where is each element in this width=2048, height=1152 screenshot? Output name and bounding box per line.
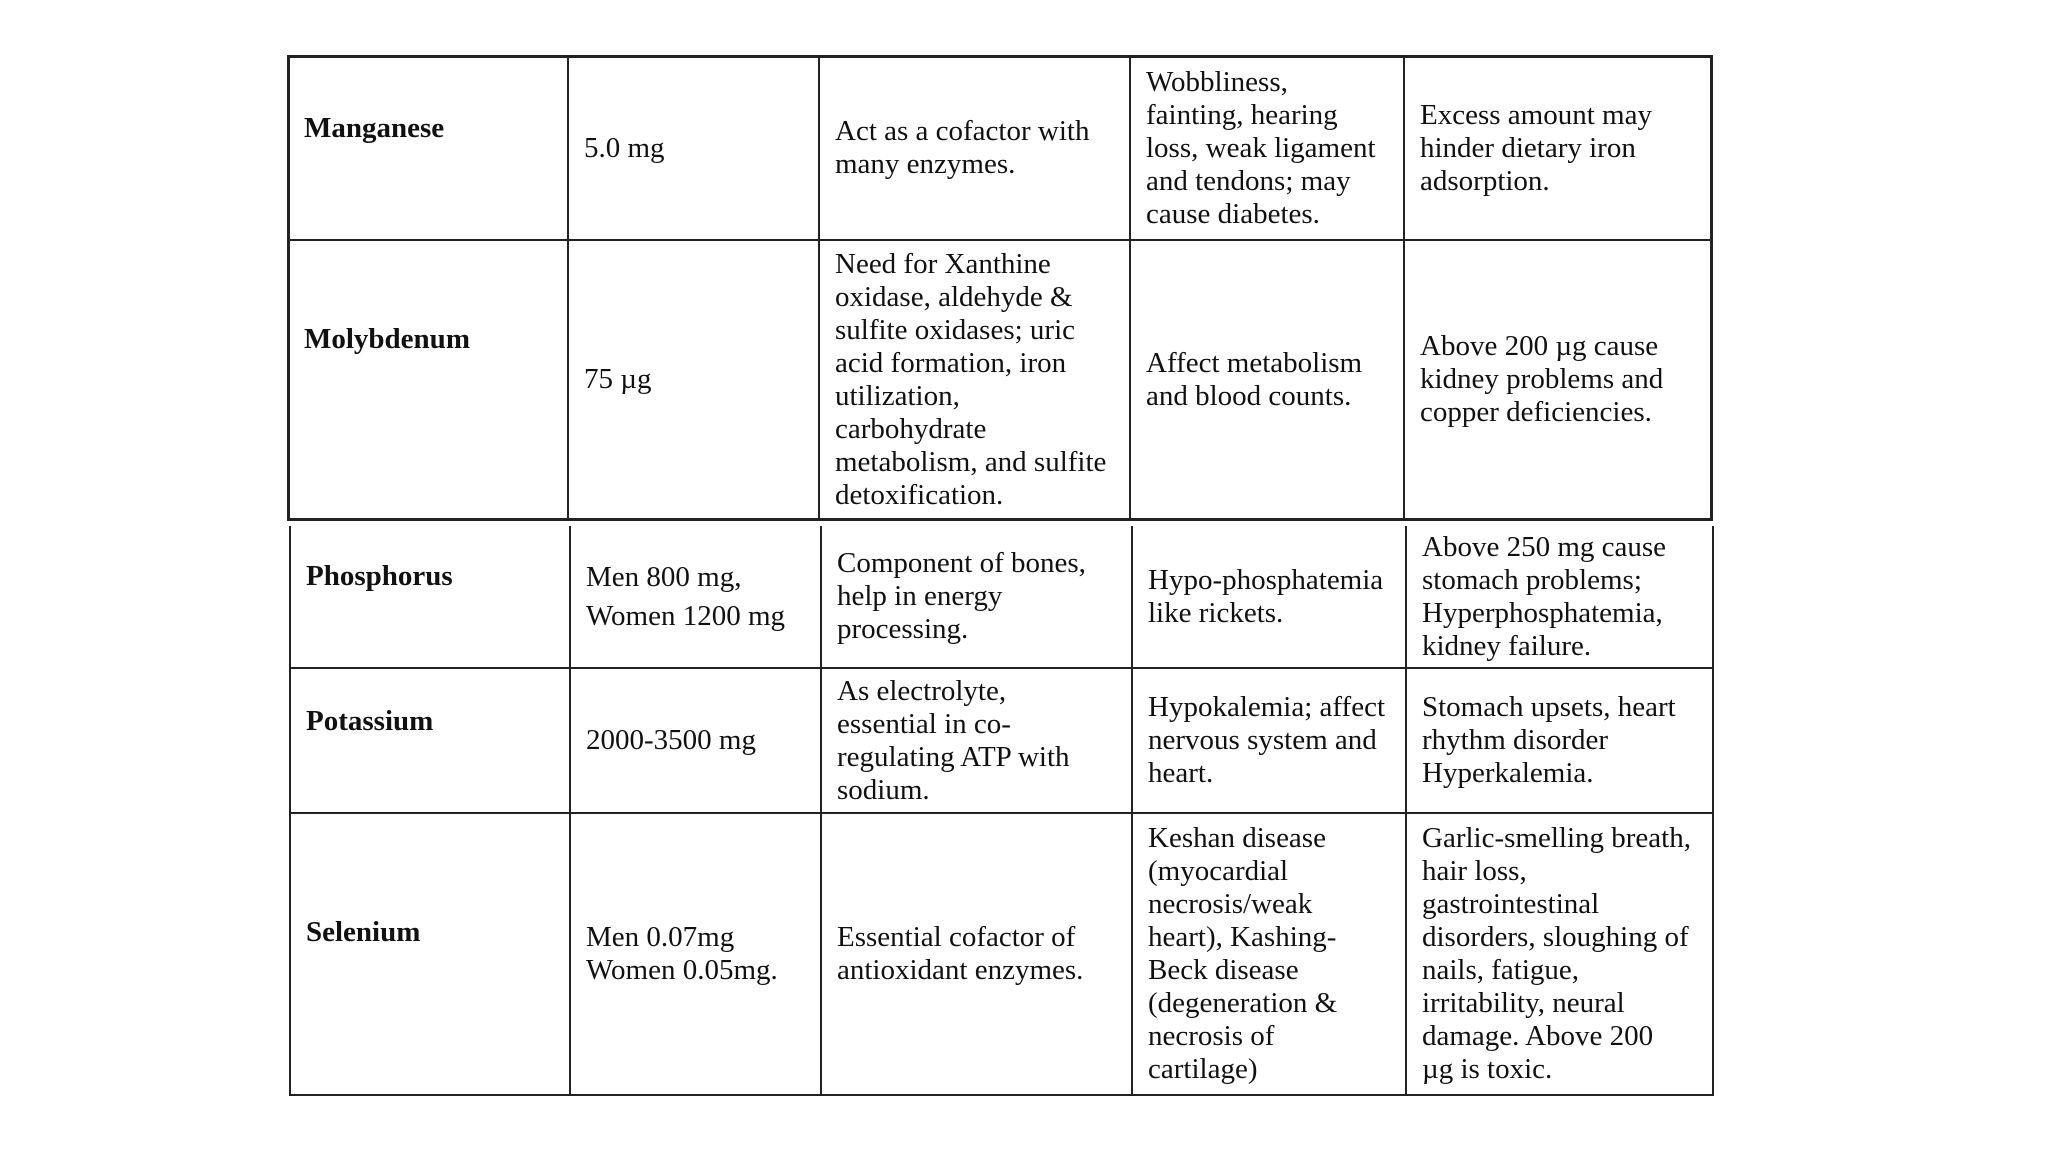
table-row-deficiency <box>1132 241 1403 518</box>
function-line: antioxidant enzymes. <box>837 954 1084 986</box>
table-row-function <box>823 669 1131 812</box>
deficiency-line: heart), Kashing- <box>1148 921 1337 953</box>
toxicity-line: adsorption. <box>1420 164 1550 197</box>
deficiency-line: like rickets. <box>1148 596 1284 629</box>
function-line: regulating ATP with <box>837 740 1070 773</box>
intake-line: Women 1200 mg <box>586 599 786 632</box>
toxicity-line: irritability, neural <box>1422 987 1625 1019</box>
column-divider <box>567 55 569 520</box>
column-divider <box>818 55 820 520</box>
deficiency-line: Beck disease <box>1148 954 1299 986</box>
toxicity-line: kidney problems and <box>1420 363 1664 395</box>
function-line: Component of bones, <box>837 547 1086 579</box>
toxicity-line: hair loss, <box>1422 855 1527 887</box>
deficiency-line: nervous system and <box>1148 724 1377 756</box>
table-row-deficiency <box>1132 57 1403 239</box>
mineral-name: Selenium <box>306 916 421 948</box>
toxicity-line: µg is toxic. <box>1422 1053 1553 1085</box>
toxicity-line: nails, fatigue, <box>1422 954 1580 986</box>
toxicity-line: Above 200 µg cause <box>1420 330 1659 362</box>
table-row-mineral <box>290 241 567 518</box>
deficiency-line: necrosis/weak <box>1148 888 1313 920</box>
column-divider <box>820 526 822 1096</box>
function-line: carbohydrate <box>835 412 987 445</box>
table-row-function <box>821 57 1129 239</box>
table-row-toxicity <box>1408 669 1712 812</box>
function-line: sodium. <box>837 773 930 806</box>
function-line: help in energy <box>837 580 1003 612</box>
column-divider <box>1131 526 1133 1096</box>
deficiency-line: (degeneration & <box>1148 987 1338 1019</box>
table-row-function <box>823 526 1131 667</box>
table-row-intake <box>572 526 820 667</box>
column-divider <box>1405 526 1407 1096</box>
table-row-intake <box>572 814 820 1094</box>
function-line: acid formation, iron <box>835 346 1067 379</box>
function-line: sulfite oxidases; uric <box>835 313 1076 346</box>
table-row-mineral <box>290 57 567 239</box>
mineral-name: Manganese <box>304 112 445 144</box>
deficiency-line: necrosis of <box>1148 1020 1275 1052</box>
table-row-toxicity <box>1408 526 1712 667</box>
deficiency-line: and blood counts. <box>1146 379 1352 412</box>
deficiency-line: Hypokalemia; affect <box>1148 691 1385 723</box>
intake-line: 75 µg <box>584 363 652 395</box>
table-row-toxicity <box>1408 814 1712 1094</box>
intake-line: Women 0.05mg. <box>586 954 778 986</box>
table-row-toxicity <box>1406 241 1710 518</box>
toxicity-line: Hyperphosphatemia, <box>1422 596 1663 629</box>
toxicity-line: kidney failure. <box>1422 629 1592 662</box>
deficiency-line: Hypo-phosphatemia <box>1148 563 1384 596</box>
toxicity-line: stomach problems; <box>1422 563 1642 596</box>
deficiency-line: Keshan disease <box>1148 822 1326 854</box>
table-row-function <box>821 241 1129 518</box>
toxicity-line: damage. Above 200 <box>1422 1020 1654 1052</box>
function-line: essential in co- <box>837 707 1011 740</box>
deficiency-line: Wobbliness, <box>1146 65 1288 98</box>
table-row-intake <box>572 669 820 812</box>
table-row-mineral <box>292 526 569 667</box>
intake-line: 5.0 mg <box>584 131 665 164</box>
function-line: metabolism, and sulfite <box>835 445 1107 478</box>
intake-line: Men 0.07mg <box>586 921 735 953</box>
function-line: many enzymes. <box>835 148 1016 180</box>
toxicity-line: rhythm disorder <box>1422 724 1609 756</box>
function-line: Essential cofactor of <box>837 921 1076 953</box>
toxicity-line: copper deficiencies. <box>1420 396 1652 428</box>
function-line: detoxification. <box>835 478 1004 511</box>
toxicity-line: Excess amount may <box>1420 98 1652 131</box>
toxicity-line: Hyperkalemia. <box>1422 757 1594 789</box>
table-row-function <box>823 814 1131 1094</box>
column-divider <box>289 526 291 1096</box>
column-divider <box>1710 55 1713 520</box>
deficiency-line: Affect metabolism <box>1146 346 1363 379</box>
column-divider <box>1712 526 1714 1096</box>
toxicity-line: disorders, sloughing of <box>1422 921 1689 953</box>
table-row-toxicity <box>1406 57 1710 239</box>
function-line: oxidase, aldehyde & <box>835 280 1073 313</box>
function-line: As electrolyte, <box>837 674 1007 707</box>
function-line: Act as a cofactor with <box>835 115 1090 147</box>
table-row-deficiency <box>1134 669 1405 812</box>
column-divider <box>1129 55 1131 520</box>
function-line: utilization, <box>835 379 960 412</box>
toxicity-line: Above 250 mg cause <box>1422 530 1667 563</box>
toxicity-line: hinder dietary iron <box>1420 131 1636 164</box>
intake-line: 2000-3500 mg <box>586 724 756 756</box>
deficiency-line: and tendons; may <box>1146 164 1351 197</box>
deficiency-line: loss, weak ligament <box>1146 131 1376 164</box>
table-row-intake <box>570 57 818 239</box>
table-row-mineral <box>292 669 569 812</box>
function-line: Need for Xanthine <box>835 247 1051 280</box>
deficiency-line: fainting, hearing <box>1146 98 1338 131</box>
table-row-mineral <box>292 814 569 1094</box>
mineral-name: Molybdenum <box>304 323 470 355</box>
mineral-name: Potassium <box>306 705 434 737</box>
deficiency-line: heart. <box>1148 757 1214 789</box>
column-divider <box>1403 55 1405 520</box>
deficiency-line: cause diabetes. <box>1146 197 1320 230</box>
function-line: processing. <box>837 613 969 645</box>
mineral-name: Phosphorus <box>306 560 453 592</box>
deficiency-line: (myocardial <box>1148 855 1289 887</box>
deficiency-line: cartilage) <box>1148 1053 1258 1085</box>
column-divider <box>569 526 571 1096</box>
intake-line: Men 800 mg, <box>586 560 742 593</box>
table-row-deficiency <box>1134 526 1405 667</box>
row-divider <box>287 518 1713 521</box>
toxicity-line: gastrointestinal <box>1422 888 1600 920</box>
table-border-bottom <box>289 1094 1713 1096</box>
table-row-deficiency <box>1134 814 1405 1094</box>
toxicity-line: Stomach upsets, heart <box>1422 691 1676 723</box>
table-row-intake <box>570 241 818 518</box>
toxicity-line: Garlic-smelling breath, <box>1422 822 1691 854</box>
